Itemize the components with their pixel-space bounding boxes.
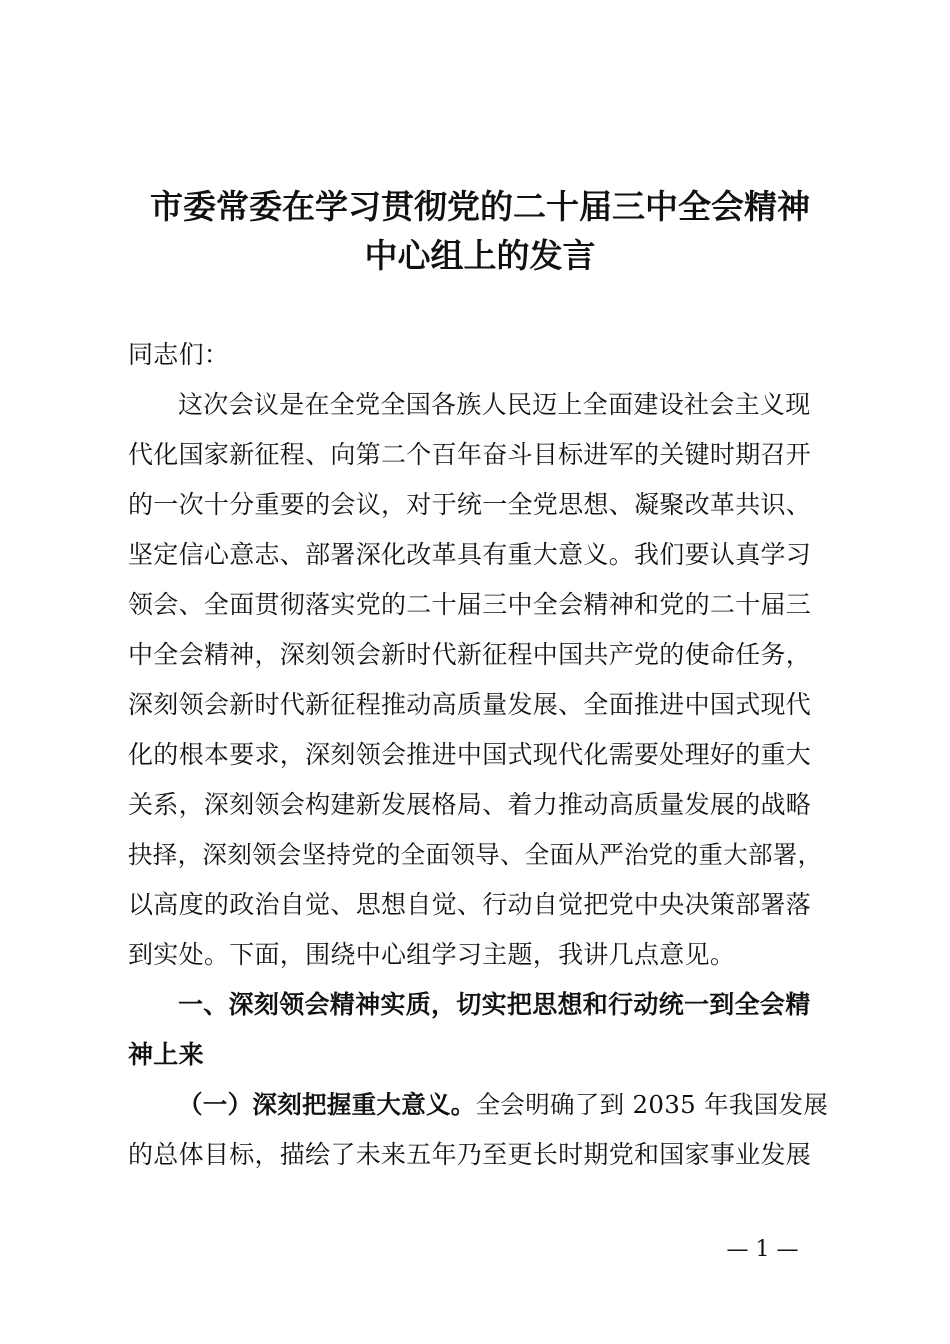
- document-title-line-2: 中心组上的发言: [364, 236, 596, 275]
- paragraph-1-line: 领会、全面贯彻落实党的二十届三中全会精神和党的二十届三: [128, 590, 812, 619]
- paragraph-2-line: 的总体目标，描绘了未来五年乃至更长时期党和国家事业发展: [128, 1140, 812, 1169]
- paragraph-1-line: 深刻领会新时代新征程推动高质量发展、全面推进中国式现代: [128, 690, 812, 719]
- paragraph-1-line: 这次会议是在全党全国各族人民迈上全面建设社会主义现: [178, 390, 811, 419]
- paragraph-1-line: 的一次十分重要的会议，对于统一全党思想、凝聚改革共识、: [128, 490, 812, 519]
- document-title-line-1: 市委常委在学习贯彻党的二十届三中全会精神: [150, 187, 810, 226]
- page-number: — 1 —: [726, 1237, 799, 1262]
- subsection-paragraph-text: 全会明确了到 2035 年我国发展: [475, 1090, 829, 1119]
- paragraph-1-line: 坚定信心意志、部署深化改革具有重大意义。我们要认真学习: [128, 540, 812, 569]
- subsection-paragraph: [178, 1090, 828, 1120]
- paragraph-1-line: 化的根本要求，深刻领会推进中国式现代化需要处理好的重大: [128, 740, 812, 769]
- paragraph-1-line: 中全会精神，深刻领会新时代新征程中国共产党的使命任务，: [128, 640, 812, 669]
- section-heading-1: 神上来: [128, 1040, 204, 1069]
- paragraph-1-line: 代化国家新征程、向第二个百年奋斗目标进军的关键时期召开: [128, 440, 812, 469]
- paragraph-1-line: 到实处。下面，围绕中心组学习主题，我讲几点意见。: [128, 940, 736, 969]
- paragraph-1-line: 以高度的政治自觉、思想自觉、行动自觉把党中央决策部署落: [128, 890, 812, 919]
- salutation: 同志们：: [128, 340, 230, 369]
- subsection-heading-1: （一）深刻把握重大意义。: [178, 1090, 476, 1119]
- section-heading-1: 一、深刻领会精神实质，切实把思想和行动统一到全会精: [178, 990, 811, 1019]
- paragraph-1-line: 抉择，深刻领会坚持党的全面领导、全面从严治党的重大部署，: [128, 840, 823, 869]
- paragraph-1-line: 关系，深刻领会构建新发展格局、着力推动高质量发展的战略: [128, 790, 812, 819]
